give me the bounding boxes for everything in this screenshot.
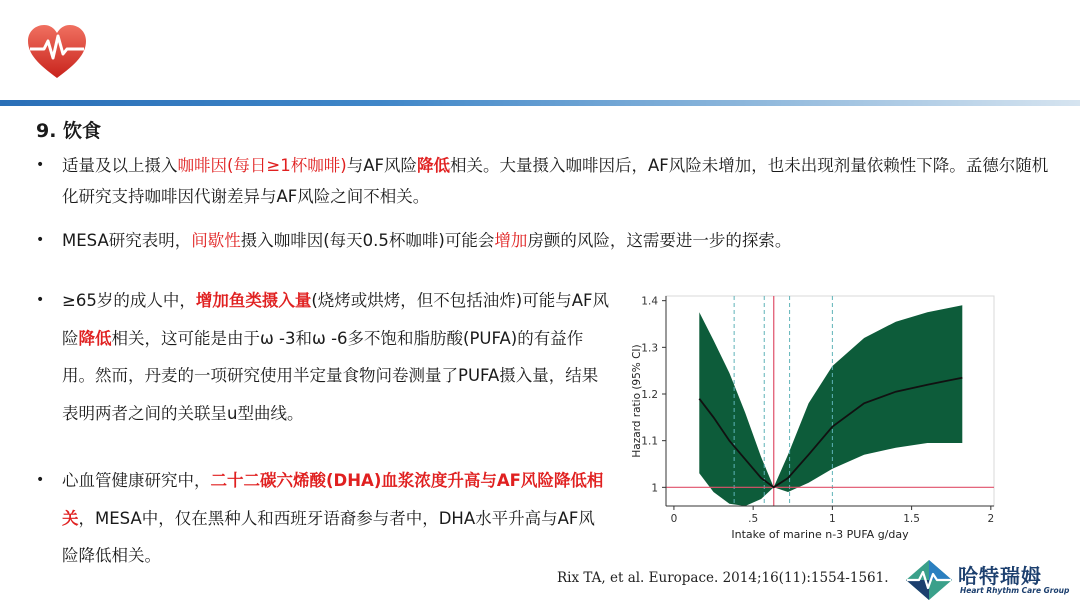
y-tick-label: 1 xyxy=(651,482,658,495)
bullet-dot-icon: • xyxy=(36,232,45,248)
bullet-fish-intake xyxy=(36,282,610,432)
bullet-dot-icon: • xyxy=(36,472,45,488)
text-segment: 相关，这可能是由于ω -3和ω -6多不饱和脂肪酸(PUFA)的有益作用。然而，丹麦的一项研究使用半定量食物问卷测量了PUFA摄入量，结果表明两者之间的关联呈u型曲线。 xyxy=(62,328,599,423)
brand-mark-icon xyxy=(904,558,954,602)
header-divider xyxy=(0,100,1080,106)
highlight-text: 降低 xyxy=(78,328,112,348)
bullet-caffeine xyxy=(36,150,1052,212)
text-segment: ，MESA中，仅在黑种人和西班牙语裔参与者中，DHA水平升高与AF风险降低相关。 xyxy=(62,508,595,565)
bullet-mesa-caffeine xyxy=(36,225,1052,256)
highlight-text: 咖啡因(每日≥1杯咖啡) xyxy=(177,156,347,175)
y-tick-label: 1.4 xyxy=(641,295,658,308)
x-tick-label: 1.5 xyxy=(903,513,920,525)
highlight-text: 降低 xyxy=(416,156,450,175)
bullet-dot-icon: • xyxy=(36,157,45,173)
highlight-text: 增加鱼类摄入量 xyxy=(195,291,312,310)
text-segment: (烧烤或烘烤，但不包括油炸)可能与AF风险 xyxy=(62,291,609,348)
x-tick-label: 0 xyxy=(670,513,678,525)
text-segment: 房颤的风险，这需要进一步的探索。 xyxy=(527,231,792,250)
highlight-text: 间歇性 xyxy=(191,231,241,250)
text-segment: ≥65岁的成人中， xyxy=(62,291,196,310)
text-segment: MESA研究表明， xyxy=(62,231,192,250)
section-title: 9. 饮食 xyxy=(36,120,102,142)
citation: Rix TA, et al. Europace. 2014;16(11):1554-1561. xyxy=(557,570,889,586)
text-segment: 摄入咖啡因(每天0.5杯咖啡)可能会 xyxy=(240,231,495,250)
highlight-text: 增加 xyxy=(494,231,528,250)
y-axis-label: Hazard ratio (95% CI) xyxy=(631,344,643,458)
x-tick-label: 1 xyxy=(829,513,836,525)
text-segment: 与AF风险 xyxy=(346,156,417,175)
brand-logo xyxy=(904,558,1074,604)
y-tick-label: 1.2 xyxy=(641,389,658,401)
brand-name-en: Heart Rhythm Care Group xyxy=(960,586,1070,595)
y-tick-label: 1.1 xyxy=(641,435,658,448)
bullet-dot-icon: • xyxy=(36,292,45,308)
x-tick-label: 2 xyxy=(987,513,995,525)
text-segment: 心血管健康研究中， xyxy=(62,471,211,490)
hazard-ratio-chart xyxy=(624,288,998,552)
text-segment: 相关。大量摄入咖啡因后，AF风险未增加，也未出现剂量依赖性下降。孟德尔随机化研究支持咖啡因代谢差异与AF风险之间不相关。 xyxy=(62,156,1049,206)
highlight-text: 二十二碳六烯酸(DHA)血浆浓度升高与AF风险降低相关 xyxy=(62,471,604,528)
x-axis-label: Intake of marine n-3 PUFA g/day xyxy=(731,528,909,541)
y-tick-label: 1.3 xyxy=(641,342,658,355)
text-segment: 适量及以上摄入 xyxy=(62,156,178,175)
brand-name-cn: 哈特瑞姆 xyxy=(958,564,1042,588)
x-tick-label: .5 xyxy=(748,513,759,525)
heart-logo-icon xyxy=(26,22,88,84)
bullet-dha xyxy=(36,462,610,575)
